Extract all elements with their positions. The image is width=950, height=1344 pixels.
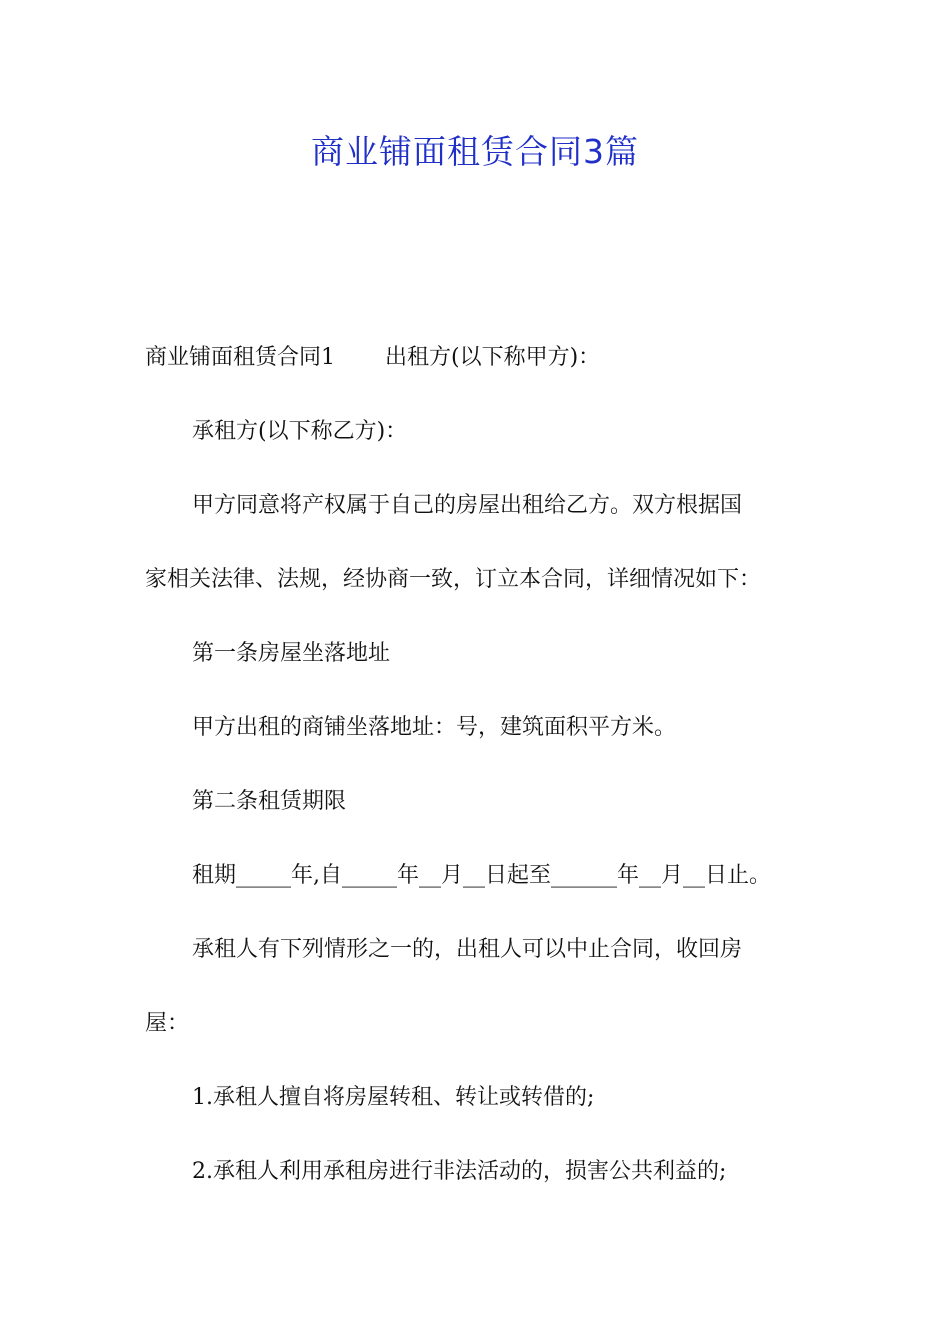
document-body (145, 338, 815, 1226)
paragraph-line: 屋： (145, 1011, 190, 1036)
paragraph-line: 甲方出租的商铺坐落地址：号，建筑面积平方米。 (192, 715, 677, 740)
document-title: 商业铺面租赁合同3篇 (311, 132, 639, 171)
list-item: 1.承租人擅自将房屋转租、转让或转借的; (192, 1085, 595, 1110)
contract-heading: 商业铺面租赁合同1 (145, 345, 335, 370)
lessor-line: 出租方(以下称甲方)： (385, 345, 601, 370)
article-heading: 第一条房屋坐落地址 (192, 641, 391, 666)
paragraph-line: 承租方(以下称乙方)： (192, 419, 408, 444)
list-item: 2.承租人利用承租房进行非法活动的，损害公共利益的; (192, 1159, 727, 1184)
contract-heading-line (145, 338, 815, 378)
article-heading: 第二条租赁期限 (192, 789, 347, 814)
paragraph-line: 甲方同意将产权属于自己的房屋出租给乙方。双方根据国 (192, 493, 743, 518)
paragraph-line: 租期_____年,自_____年__月__日起至______年__月__日止。 (192, 863, 771, 888)
paragraph-line: 家相关法律、法规，经协商一致，订立本合同，详细情况如下： (145, 567, 762, 592)
paragraph-line: 承租人有下列情形之一的，出租人可以中止合同，收回房 (192, 937, 743, 962)
